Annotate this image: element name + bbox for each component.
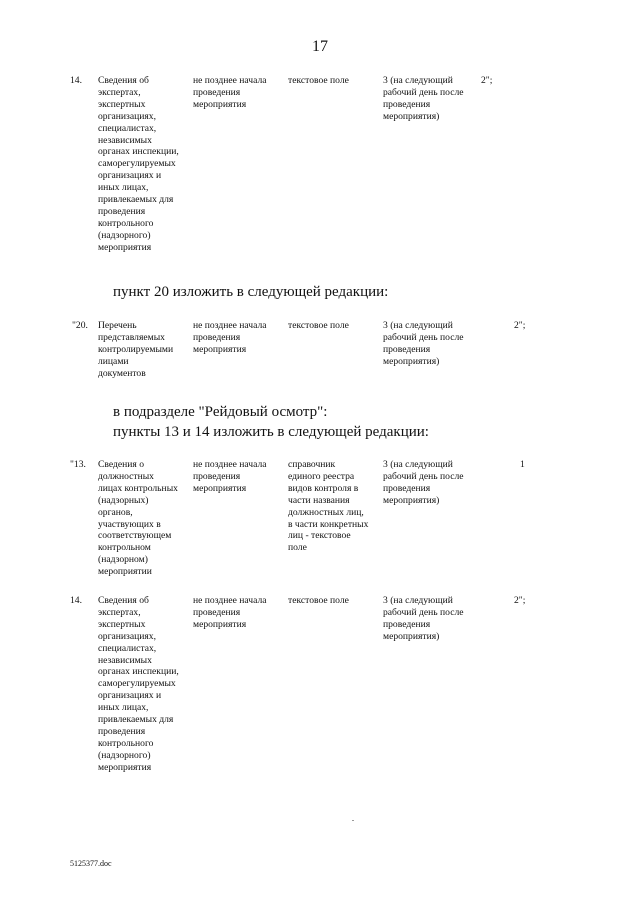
row-days: 3 (на следующий рабочий день после проведения мероприятия) [383,320,464,367]
row-format: текстовое поле [288,595,349,606]
row-tail: 2"; [514,320,526,331]
scan-speck [352,820,354,821]
section-heading: в подразделе "Рейдовый осмотр": [113,404,328,420]
row-number: 14. [70,595,82,606]
row-term: не позднее начала проведения мероприятия [193,595,267,630]
row-days: 3 (на следующий рабочий день после проведения мероприятия) [383,595,464,642]
row-format: справочник единого реестра видов контроля в части названия должностных лиц, в части конкретных лиц - текстовое поле [288,459,369,554]
row-tail: 2"; [514,595,526,606]
row-format: текстовое поле [288,320,349,331]
row-name: Сведения об экспертах, экспертных организациях, специалистах, независимых органах инспекции, саморегулируемых организациях и иных лицах, привлекаемых для проведения контрольного (надзорного) мероприятия [98,595,179,773]
row-number: 14. [70,75,82,86]
footer-filename: 5125377.doc [70,859,112,868]
row-days: 3 (на следующий рабочий день после проведения мероприятия) [383,459,464,506]
row-number: "13. [70,459,86,470]
section-heading: пункт 20 изложить в следующей редакции: [113,284,389,300]
row-number: "20. [72,320,88,331]
page-number: 17 [312,38,328,55]
row-term: не позднее начала проведения мероприятия [193,75,267,110]
row-name: Сведения о должностных лицах контрольных (надзорных) органов, участвующих в соответствующем контрольном (надзорном) мероприятии [98,459,178,578]
row-format: текстовое поле [288,75,349,86]
row-tail: 1 [520,459,525,470]
row-term: не позднее начала проведения мероприятия [193,459,267,494]
row-days: 3 (на следующий рабочий день после проведения мероприятия) [383,75,464,122]
row-name: Сведения об экспертах, экспертных организациях, специалистах, независимых органах инспекции, саморегулируемых организациях и иных лицах, привлекаемых для проведения контрольного (надзорного) мероприятия [98,75,179,253]
row-tail: 2"; [481,75,493,86]
row-term: не позднее начала проведения мероприятия [193,320,267,355]
section-heading: пункты 13 и 14 изложить в следующей редакции: [113,424,429,440]
row-name: Перечень представляемых контролируемыми лицами документов [98,320,174,379]
